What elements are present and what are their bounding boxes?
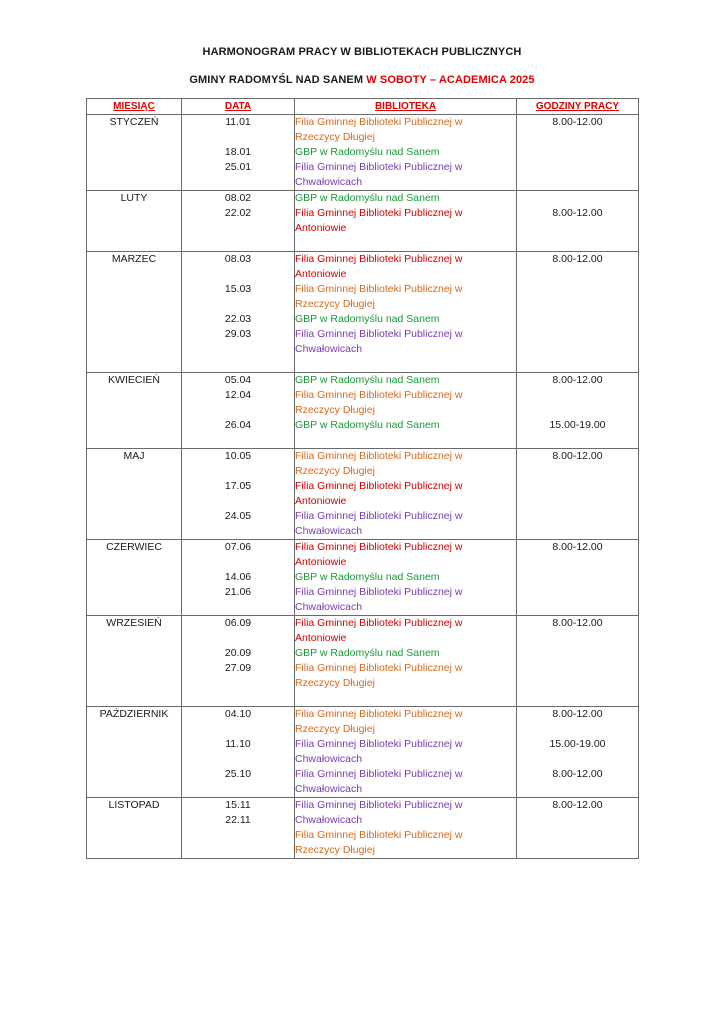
empty-line — [517, 509, 638, 524]
empty-line — [182, 782, 294, 797]
hours-entry: 8.00-12.00 — [552, 207, 603, 219]
library-cell — [295, 115, 517, 191]
column-header-month: MIESIĄC — [87, 99, 182, 115]
library-line: Chwałowicach — [295, 783, 363, 795]
date-cell — [182, 449, 295, 540]
date-entry: 26.04 — [224, 419, 252, 431]
column-header-hours: GODZINY PRACY — [517, 99, 639, 115]
date-entry: 08.03 — [224, 253, 252, 265]
table-row — [87, 798, 639, 859]
date-entry: 08.02 — [224, 192, 252, 204]
date-entry: 17.05 — [224, 480, 252, 492]
empty-line — [182, 722, 294, 737]
table-header-row — [87, 99, 639, 115]
date-entry: 20.09 — [224, 647, 252, 659]
library-line: GBP w Radomyślu nad Sanem — [295, 192, 440, 204]
library-line: Filia Gminnej Biblioteki Publicznej w — [295, 480, 463, 492]
library-line: Chwałowicach — [295, 176, 363, 188]
empty-line — [517, 555, 638, 570]
hours-entry: 8.00-12.00 — [552, 617, 603, 629]
library-line: GBP w Radomyślu nad Sanem — [295, 313, 440, 325]
empty-line — [295, 357, 516, 372]
empty-line — [182, 236, 294, 251]
date-cell — [182, 191, 295, 252]
date-cell — [182, 115, 295, 191]
date-entry: 15.03 — [224, 283, 252, 295]
library-line: Filia Gminnej Biblioteki Publicznej w — [295, 116, 463, 128]
month-cell: LUTY — [87, 191, 182, 252]
date-entry: 21.06 — [224, 586, 252, 598]
month-cell: PAŹDZIERNIK — [87, 707, 182, 798]
hours-entry: 8.00-12.00 — [552, 541, 603, 553]
empty-line — [517, 813, 638, 828]
library-line: Chwałowicach — [295, 525, 363, 537]
date-cell — [182, 373, 295, 449]
library-line: Filia Gminnej Biblioteki Publicznej w — [295, 328, 463, 340]
column-header-library: BIBLIOTEKA — [295, 99, 517, 115]
empty-line — [182, 843, 294, 858]
library-line: Filia Gminnej Biblioteki Publicznej w — [295, 768, 463, 780]
empty-line — [517, 357, 638, 372]
empty-line — [517, 570, 638, 585]
empty-line — [517, 312, 638, 327]
table-row — [87, 252, 639, 373]
month-cell: LISTOPAD — [87, 798, 182, 859]
empty-line — [182, 828, 294, 843]
library-line: Rzeczycy Długiej — [295, 677, 375, 689]
table-row — [87, 115, 639, 191]
library-line: Filia Gminnej Biblioteki Publicznej w — [295, 389, 463, 401]
hours-entry: 8.00-12.00 — [552, 116, 603, 128]
empty-line — [517, 646, 638, 661]
date-entry: 11.01 — [225, 116, 251, 128]
library-line: Filia Gminnej Biblioteki Publicznej w — [295, 253, 463, 265]
hours-cell — [517, 373, 639, 449]
library-cell — [295, 252, 517, 373]
empty-line — [517, 722, 638, 737]
empty-line — [517, 160, 638, 175]
empty-line — [517, 297, 638, 312]
empty-line — [517, 600, 638, 615]
empty-line — [517, 221, 638, 236]
date-cell — [182, 252, 295, 373]
library-line: Rzeczycy Długiej — [295, 298, 375, 310]
library-line: Filia Gminnej Biblioteki Publicznej w — [295, 617, 463, 629]
hours-entry: 8.00-12.00 — [552, 253, 603, 265]
month-cell: KWIECIEŃ — [87, 373, 182, 449]
empty-line — [517, 145, 638, 160]
library-line: Chwałowicach — [295, 343, 363, 355]
library-line: Antoniowie — [295, 222, 347, 234]
date-entry: 12.04 — [224, 389, 252, 401]
month-cell: MARZEC — [87, 252, 182, 373]
empty-line — [517, 433, 638, 448]
empty-line — [517, 661, 638, 676]
library-line: Chwałowicach — [295, 814, 363, 826]
empty-line — [182, 691, 294, 706]
empty-line — [182, 555, 294, 570]
library-cell — [295, 449, 517, 540]
empty-line — [517, 585, 638, 600]
date-entry: 10.05 — [224, 450, 252, 462]
hours-cell — [517, 540, 639, 616]
date-entry: 25.01 — [224, 161, 252, 173]
library-line: GBP w Radomyślu nad Sanem — [295, 647, 440, 659]
date-entry: 11.10 — [225, 738, 251, 750]
empty-line — [182, 342, 294, 357]
empty-line — [295, 433, 516, 448]
date-entry: 15.11 — [225, 799, 251, 811]
empty-line — [517, 782, 638, 797]
hours-cell — [517, 252, 639, 373]
empty-line — [517, 691, 638, 706]
empty-line — [295, 691, 516, 706]
table-row — [87, 616, 639, 707]
empty-line — [182, 267, 294, 282]
date-cell — [182, 707, 295, 798]
empty-line — [295, 236, 516, 251]
library-cell — [295, 540, 517, 616]
empty-line — [182, 433, 294, 448]
library-line: Antoniowie — [295, 268, 347, 280]
date-entry: 24.05 — [224, 510, 252, 522]
hours-cell — [517, 707, 639, 798]
empty-line — [517, 236, 638, 251]
empty-line — [517, 843, 638, 858]
empty-line — [517, 388, 638, 403]
library-line: Antoniowie — [295, 495, 347, 507]
hours-entry: 15.00-19.00 — [549, 419, 606, 431]
library-line: GBP w Radomyślu nad Sanem — [295, 374, 440, 386]
empty-line — [182, 524, 294, 539]
empty-line — [517, 342, 638, 357]
empty-line — [517, 479, 638, 494]
empty-line — [182, 175, 294, 190]
empty-line — [182, 130, 294, 145]
empty-line — [517, 676, 638, 691]
table-row — [87, 449, 639, 540]
empty-line — [517, 494, 638, 509]
empty-line — [182, 297, 294, 312]
empty-line — [182, 631, 294, 646]
empty-line — [182, 357, 294, 372]
month-cell: STYCZEŃ — [87, 115, 182, 191]
library-line: Filia Gminnej Biblioteki Publicznej w — [295, 799, 463, 811]
library-line: Chwałowicach — [295, 753, 363, 765]
month-cell: MAJ — [87, 449, 182, 540]
hours-cell — [517, 798, 639, 859]
date-cell — [182, 798, 295, 859]
document-subtitle — [0, 74, 724, 86]
library-line: GBP w Radomyślu nad Sanem — [295, 146, 440, 158]
date-entry: 22.02 — [224, 207, 252, 219]
empty-line — [182, 403, 294, 418]
library-line: GBP w Radomyślu nad Sanem — [295, 571, 440, 583]
hours-entry: 8.00-12.00 — [552, 768, 603, 780]
empty-line — [182, 600, 294, 615]
library-line: Antoniowie — [295, 556, 347, 568]
empty-line — [517, 130, 638, 145]
table-row — [87, 707, 639, 798]
empty-line — [182, 752, 294, 767]
hours-cell — [517, 191, 639, 252]
library-cell — [295, 191, 517, 252]
date-entry: 04.10 — [224, 708, 252, 720]
subtitle-municipality: GMINY RADOMYŚL NAD SANEM — [189, 74, 367, 86]
empty-line — [182, 464, 294, 479]
hours-cell — [517, 616, 639, 707]
empty-line — [517, 175, 638, 190]
table-row — [87, 540, 639, 616]
empty-line — [182, 676, 294, 691]
document-title: HARMONOGRAM PRACY W BIBLIOTEKACH PUBLICZNYCH — [202, 46, 522, 58]
empty-line — [517, 282, 638, 297]
date-entry: 25.10 — [224, 768, 252, 780]
empty-line — [517, 631, 638, 646]
library-line: Rzeczycy Długiej — [295, 465, 375, 477]
library-line: Filia Gminnej Biblioteki Publicznej w — [295, 541, 463, 553]
empty-line — [517, 403, 638, 418]
library-line: Rzeczycy Długiej — [295, 404, 375, 416]
library-line: Filia Gminnej Biblioteki Publicznej w — [295, 829, 463, 841]
column-header-date: DATA — [182, 99, 295, 115]
date-entry: 27.09 — [224, 662, 252, 674]
hours-entry: 15.00-19.00 — [549, 738, 606, 750]
empty-line — [517, 828, 638, 843]
date-cell — [182, 616, 295, 707]
empty-line — [517, 752, 638, 767]
date-entry: 29.03 — [224, 328, 252, 340]
subtitle-highlight: W SOBOTY – ACADEMICA 2025 — [366, 74, 535, 86]
library-cell — [295, 616, 517, 707]
month-cell: CZERWIEC — [87, 540, 182, 616]
empty-line — [517, 327, 638, 342]
library-line: Rzeczycy Długiej — [295, 844, 375, 856]
empty-line — [517, 191, 638, 206]
library-line: Filia Gminnej Biblioteki Publicznej w — [295, 161, 463, 173]
empty-line — [517, 464, 638, 479]
library-line: Rzeczycy Długiej — [295, 131, 375, 143]
hours-entry: 8.00-12.00 — [552, 374, 603, 386]
library-line: Rzeczycy Długiej — [295, 723, 375, 735]
date-entry: 14.06 — [224, 571, 252, 583]
date-cell — [182, 540, 295, 616]
date-entry: 06.09 — [224, 617, 252, 629]
library-line: Filia Gminnej Biblioteki Publicznej w — [295, 662, 463, 674]
schedule-body — [87, 115, 639, 859]
table-row — [87, 373, 639, 449]
library-line: Antoniowie — [295, 632, 347, 644]
library-line: Filia Gminnej Biblioteki Publicznej w — [295, 510, 463, 522]
library-cell — [295, 707, 517, 798]
hours-cell — [517, 449, 639, 540]
month-cell: WRZESIEŃ — [87, 616, 182, 707]
schedule-table — [86, 98, 639, 859]
library-cell — [295, 798, 517, 859]
date-entry: 07.06 — [224, 541, 252, 553]
date-entry: 22.11 — [225, 814, 251, 826]
hours-cell — [517, 115, 639, 191]
library-line: Filia Gminnej Biblioteki Publicznej w — [295, 738, 463, 750]
library-line: Filia Gminnej Biblioteki Publicznej w — [295, 708, 463, 720]
empty-line — [517, 267, 638, 282]
date-entry: 18.01 — [224, 146, 252, 158]
library-line: Filia Gminnej Biblioteki Publicznej w — [295, 207, 463, 219]
library-cell — [295, 373, 517, 449]
hours-entry: 8.00-12.00 — [552, 708, 603, 720]
library-line: Filia Gminnej Biblioteki Publicznej w — [295, 586, 463, 598]
library-line: Chwałowicach — [295, 601, 363, 613]
library-line: Filia Gminnej Biblioteki Publicznej w — [295, 450, 463, 462]
hours-entry: 8.00-12.00 — [552, 799, 603, 811]
empty-line — [182, 494, 294, 509]
table-row — [87, 191, 639, 252]
hours-entry: 8.00-12.00 — [552, 450, 603, 462]
library-line: GBP w Radomyślu nad Sanem — [295, 419, 440, 431]
empty-line — [182, 221, 294, 236]
date-entry: 05.04 — [224, 374, 252, 386]
library-line: Filia Gminnej Biblioteki Publicznej w — [295, 283, 463, 295]
empty-line — [517, 524, 638, 539]
date-entry: 22.03 — [224, 313, 252, 325]
